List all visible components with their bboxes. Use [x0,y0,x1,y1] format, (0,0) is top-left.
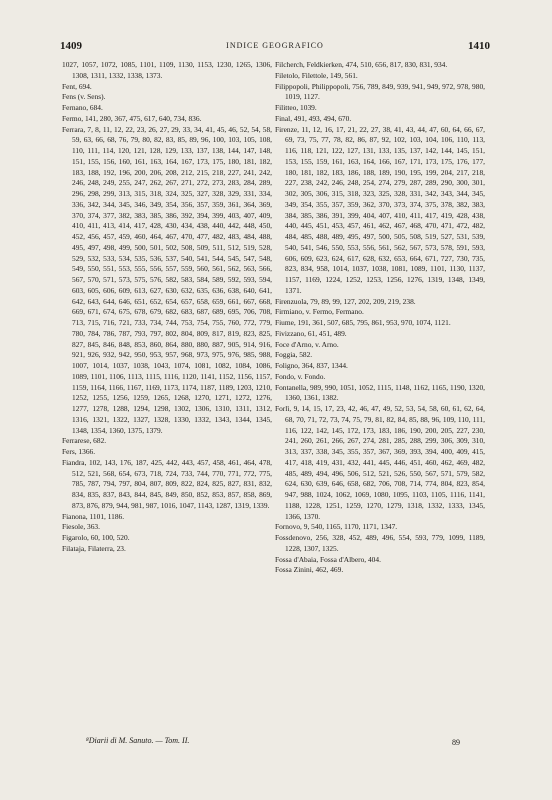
index-entry: Fossdenovo, 256, 328, 452, 489, 496, 554, 593, 779, 1099, 1189, 1228, 1307, 1325. [275,533,485,553]
index-entry: Fossa d'Abaia, Fossa d'Albero, 404. [275,554,381,564]
index-entry: Firenzuola, 79, 89, 99, 127, 202, 209, 219, 238. [275,296,416,306]
index-column-right [275,60,485,576]
index-entry: Ferrarese, 682. [62,436,107,446]
index-entry: Fens (v. Sens). [62,92,106,102]
index-entry: Filippopoli, Philippopoli, 756, 789, 849, 939, 941, 949, 972, 978, 980, 1019, 1127. [275,81,485,102]
index-entry: Forlì, 9, 14, 15, 17, 23, 42, 46, 47, 49, 52, 53, 54, 58, 60, 61, 62, 64, 68, 70, 71, 72, 73, 74, 75, 79, 81, 82, 84, 85, 88, 96, 109, 110, 111, 116, 122, 142, 145, 172, 173, 183, 186, 190, 200, 205, 227, 230, 241, 260, 261, 266, 267, 274, 281, 285, 288, 299, 306, 309, 310, 313, 337, 338, 345, 355, 357, 367, 369, 393, 394, 400, 409, 415, 417, 418, 419, 431, 432, 441, 445, 446, 451, 460, 462, 469, 482, 485, 489, 494, 496, 506, 512, 521, 526, 550, 567, 571, 579, 582, 624, 630, 639, 646, 658, 682, 706, 708, 714, 774, 804, 823, 854, 947, 988, 1024, 1062, 1069, 1080, 1095, 1103, 1105, 1116, 1141, 1188, 1228, 1251, 1259, 1270, 1279, 1318, 1332, 1333, 1345, 1366, 1370. [275,404,485,521]
footer-note: ⁸Diarii di M. Sanuto. — Tom. II. [86,736,190,745]
index-entry: Fornovo, 9, 540, 1165, 1170, 1171, 1347. [275,522,398,532]
index-entry: Filcherch, Feldkierken, 474, 510, 656, 817, 830, 831, 934. [275,60,448,69]
page-number-right: 1410 [468,40,490,52]
page-number-left: 1409 [60,40,82,52]
index-entry: Fent, 694. [62,81,92,91]
index-entry: Fianona, 1101, 1186. [62,511,125,521]
index-entry: Final, 491, 493, 494, 670. [275,113,352,123]
index-entry: Fiesole, 363. [62,522,100,532]
index-entry: Filataja, Filaterra, 23. [62,543,126,553]
index-entry: Ferrara, 7, 8, 11, 12, 22, 23, 26, 27, 29, 33, 34, 41, 45, 46, 52, 54, 58, 59, 63, 66, 68, 76, 79, 80, 82, 83, 85, 89, 96, 100, 103, 105, 108, 110, 111, 114, 120, 121, 128, 129, 133, 137, 138, 144, 147, 148, 151, 155, 156, 160, 161, 163, 164, 167, 173, 175, 180, 181, 182, 183, 188, 192, 196, 200, 206, 208, 212, 215, 218, 227, 241, 242, 246, 248, 249, 255, 247, 262, 267, 271, 272, 273, 283, 284, 289, 296, 298, 299, 313, 315, 318, 324, 325, 327, 328, 329, 331, 334, 336, 342, 344, 345, 346, 349, 354, 356, 357, 359, 361, 364, 369, 370, 374, 377, 382, 383, 385, 386, 392, 394, 399, 403, 407, 409, 410, 411, 413, 414, 417, 428, 430, 434, 438, 440, 442, 448, 450, 452, 456, 457, 459, 460, 464, 467, 470, 477, 482, 483, 484, 488, 495, 497, 498, 499, 500, 501, 502, 508, 509, 511, 512, 519, 528, 529, 532, 533, 534, 535, 536, 537, 540, 541, 544, 545, 547, 548, 549, 550, 551, 553, 555, 556, 557, 559, 560, 561, 562, 563, 566, 567, 570, 571, 573, 575, 576, 582, 583, 584, 589, 592, 593, 594, 603, 605, 606, 609, 613, 627, 630, 632, 635, 636, 638, 640, 641, 642, 643, 644, 646, 651, 652, 654, 657, 658, 659, 661, 667, 668, 669, 671, 674, 675, 678, 679, 682, 683, 687, 689, 695, 706, 708, 713, 715, 716, 721, 733, 734, 744, 753, 754, 755, 760, 772, 779, 780, 784, 786, 787, 793, 797, 802, 804, 809, 817, 819, 823, 825, 827, 845, 846, 848, 853, 860, 864, 880, 880, 887, 905, 914, 916, 921, 926, 932, 942, 950, 953, 957, 968, 973, 975, 976, 985, 988, 1007, 1014, 1037, 1038, 1043, 1074, 1081, 1082, 1084, 1086, 1089, 1101, 1106, 1113, 1115, 1116, 1120, 1141, 1152, 1156, 1157, 1159, 1164, 1166, 1167, 1169, 1173, 1174, 1187, 1189, 1203, 1210, 1252, 1255, 1256, 1259, 1265, 1268, 1270, 1271, 1272, 1276, 1277, 1278, 1288, 1294, 1298, 1302, 1306, 1310, 1311, 1312, 1316, 1321, 1322, 1327, 1328, 1330, 1332, 1343, 1344, 1345, 1348, 1354, 1360, 1375, 1379. [62,124,272,435]
signature-mark: 89 [452,738,460,747]
index-entry: Filitteo, 1039. [275,103,317,112]
index-entry: Foggia, 582. [275,350,313,360]
index-entry: Fontanella, 989, 990, 1051, 1052, 1115, 1148, 1162, 1165, 1190, 1320, 1360, 1361, 1382. [275,382,485,403]
index-entry: Firenze, 11, 12, 16, 17, 21, 22, 27, 38, 41, 43, 44, 47, 60, 64, 66, 67, 69, 73, 75, 77, 78, 82, 86, 87, 92, 102, 103, 104, 106, 110, 113, 116, 118, 121, 122, 127, 131, 133, 135, 137, 142, 144, 145, 151, 153, 155, 159, 161, 163, 164, 166, 167, 171, 173, 175, 176, 177, 180, 181, 182, 183, 186, 188, 189, 190, 195, 199, 204, 217, 218, 227, 238, 242, 246, 248, 254, 274, 279, 287, 289, 290, 300, 301, 302, 305, 306, 315, 318, 323, 325, 328, 331, 342, 343, 344, 345, 349, 354, 355, 357, 359, 362, 370, 373, 374, 375, 378, 382, 383, 384, 385, 386, 391, 399, 404, 407, 410, 411, 417, 419, 428, 438, 440, 445, 451, 453, 457, 461, 462, 467, 468, 470, 471, 472, 482, 484, 485, 488, 489, 495, 497, 500, 505, 508, 519, 527, 531, 539, 540, 541, 546, 550, 553, 556, 561, 562, 567, 573, 578, 591, 593, 606, 609, 623, 624, 617, 628, 632, 653, 664, 671, 727, 730, 735, 823, 834, 958, 1014, 1037, 1038, 1081, 1089, 1101, 1130, 1137, 1157, 1169, 1224, 1252, 1253, 1256, 1276, 1319, 1348, 1349, 1371. [275,124,485,295]
index-entry: 1027, 1057, 1072, 1085, 1101, 1109, 1130, 1153, 1230, 1265, 1306, 1308, 1311, 1332, 1338, 1373. [62,60,272,80]
index-entry: Fers, 1366. [62,447,96,456]
index-entry: Fossa Zinini, 462, 469. [275,565,344,575]
index-entry: Foce d'Arno, v. Arno. [275,339,339,349]
index-entry: Firmiano, v. Fermo, Fermano. [275,307,364,317]
index-entry: Fernano, 684. [62,103,103,112]
index-entry: Filetolo, Filettole, 149, 561. [275,70,358,80]
index-entry: Foligno, 364, 837, 1344. [275,361,348,370]
running-title: INDICE GEOGRAFICO [226,41,324,50]
index-column-left [62,60,272,555]
index-entry: Fiandra, 102, 143, 176, 187, 425, 442, 443, 457, 458, 461, 464, 478, 512, 521, 568, 654, 673, 718, 724, 733, 744, 770, 771, 772, 775, 785, 787, 794, 797, 804, 807, 809, 822, 824, 825, 827, 831, 832, 834, 835, 837, 843, 844, 845, 849, 850, 852, 853, 857, 858, 869, 873, 876, 879, 944, 981, 987, 1016, 1047, 1143, 1287, 1319, 1339. [62,457,272,510]
index-entry: Fivizzano, 61, 451, 489. [275,328,347,338]
index-entry: Fondo, v. Fondo. [275,371,326,381]
index-entry: Figarolo, 60, 100, 520. [62,533,130,542]
running-header [60,40,490,54]
index-entry: Fermo, 141, 280, 367, 475, 617, 640, 734, 836. [62,113,202,123]
index-entry: Fiume, 191, 361, 507, 685, 795, 861, 953, 970, 1074, 1121. [275,318,451,327]
